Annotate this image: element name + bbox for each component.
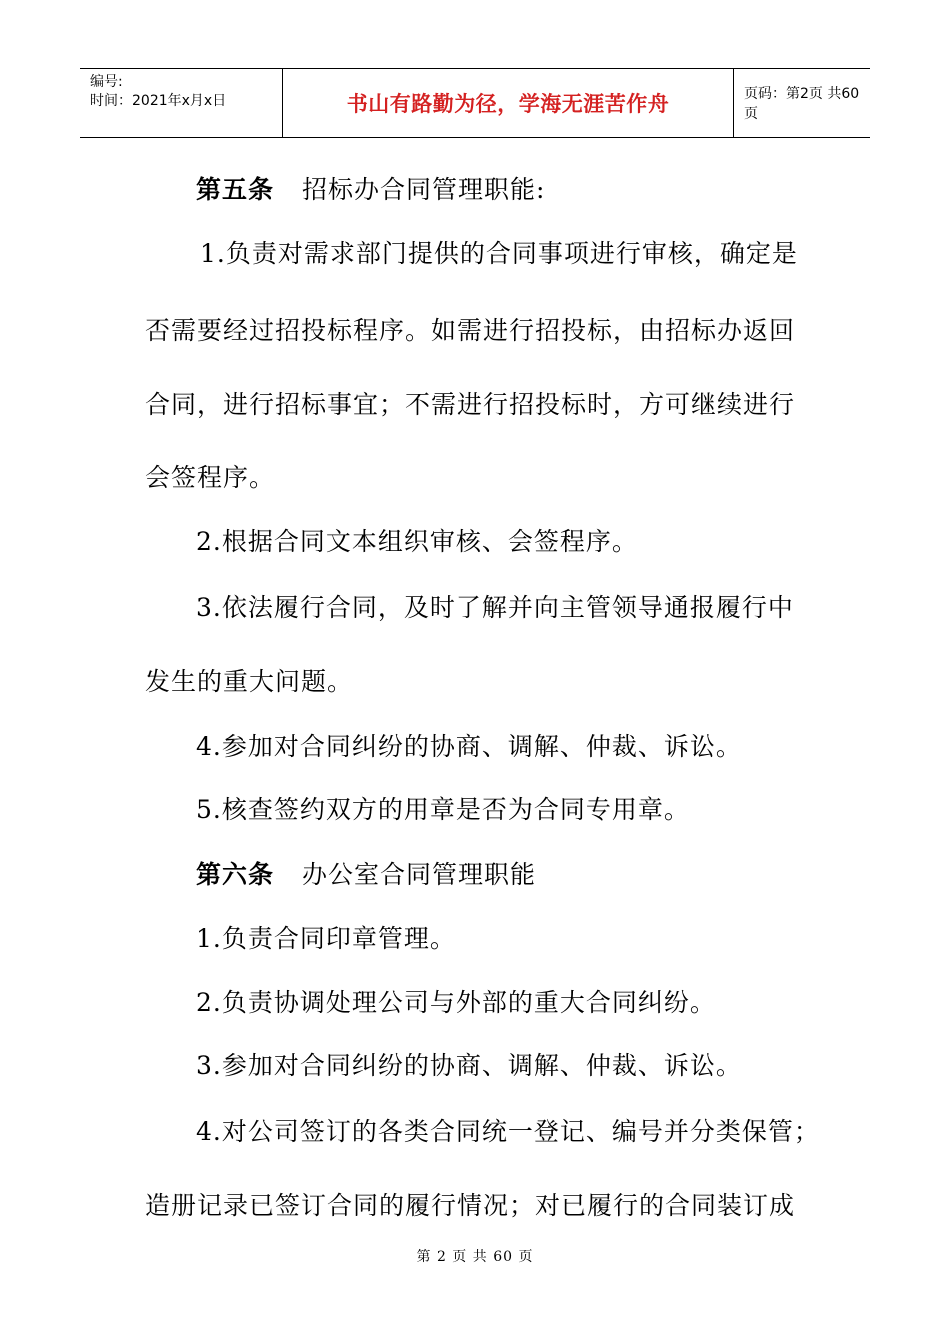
header-page-info: 页码：第2页 共60页	[744, 86, 860, 122]
paragraph-line: 2.根据合同文本组织审核、会签程序。	[196, 527, 638, 556]
header-meta	[80, 69, 282, 137]
paragraph-line: 4.对公司签订的各类合同统一登记、编号并分类保管；	[196, 1117, 820, 1146]
paragraph-line: 4.参加对合同纠纷的协商、调解、仲裁、诉讼。	[196, 732, 742, 761]
article-6-title: 第六条	[196, 860, 275, 889]
paragraph-line: 5.核查签约双方的用章是否为合同专用章。	[196, 795, 690, 824]
paragraph-line: 合同，进行招标事宜；不需进行招投标时，方可继续进行	[145, 390, 796, 419]
paragraph-line: 2.负责协调处理公司与外部的重大合同纠纷。	[196, 988, 716, 1017]
article-6-subject: 办公室合同管理职能	[302, 860, 537, 889]
article-5-title: 第五条	[196, 175, 275, 204]
paragraph-line: 发生的重大问题。	[145, 667, 354, 696]
paragraph-line: 3.参加对合同纠纷的协商、调解、仲裁、诉讼。	[196, 1051, 742, 1080]
paragraph-line: 3.依法履行合同，及时了解并向主管领导通报履行中	[196, 593, 794, 622]
paragraph-line: 会签程序。	[145, 463, 276, 492]
paragraph-line: 否需要经过招投标程序。如需进行招投标，由招标办返回	[145, 316, 796, 345]
article-5-heading	[196, 170, 545, 206]
page-header	[80, 68, 870, 138]
article-5-subject: 招标办合同管理职能:	[302, 175, 546, 204]
page-footer: 第 2 页 共 60 页	[416, 1249, 534, 1265]
header-motto-cell	[282, 69, 734, 137]
paragraph-line: 1.负责对需求部门提供的合同事项进行审核，确定是	[200, 239, 798, 268]
article-6-heading	[196, 855, 536, 891]
header-motto: 书山有路勤为径，学海无涯苦作舟	[346, 92, 670, 116]
document-number-label: 编号:	[90, 74, 123, 90]
paragraph-line: 造册记录已签订合同的履行情况；对已履行的合同装订成	[145, 1191, 796, 1220]
document-time-label: 时间：2021年x月x日	[90, 93, 227, 109]
paragraph-line: 1.负责合同印章管理。	[196, 924, 456, 953]
